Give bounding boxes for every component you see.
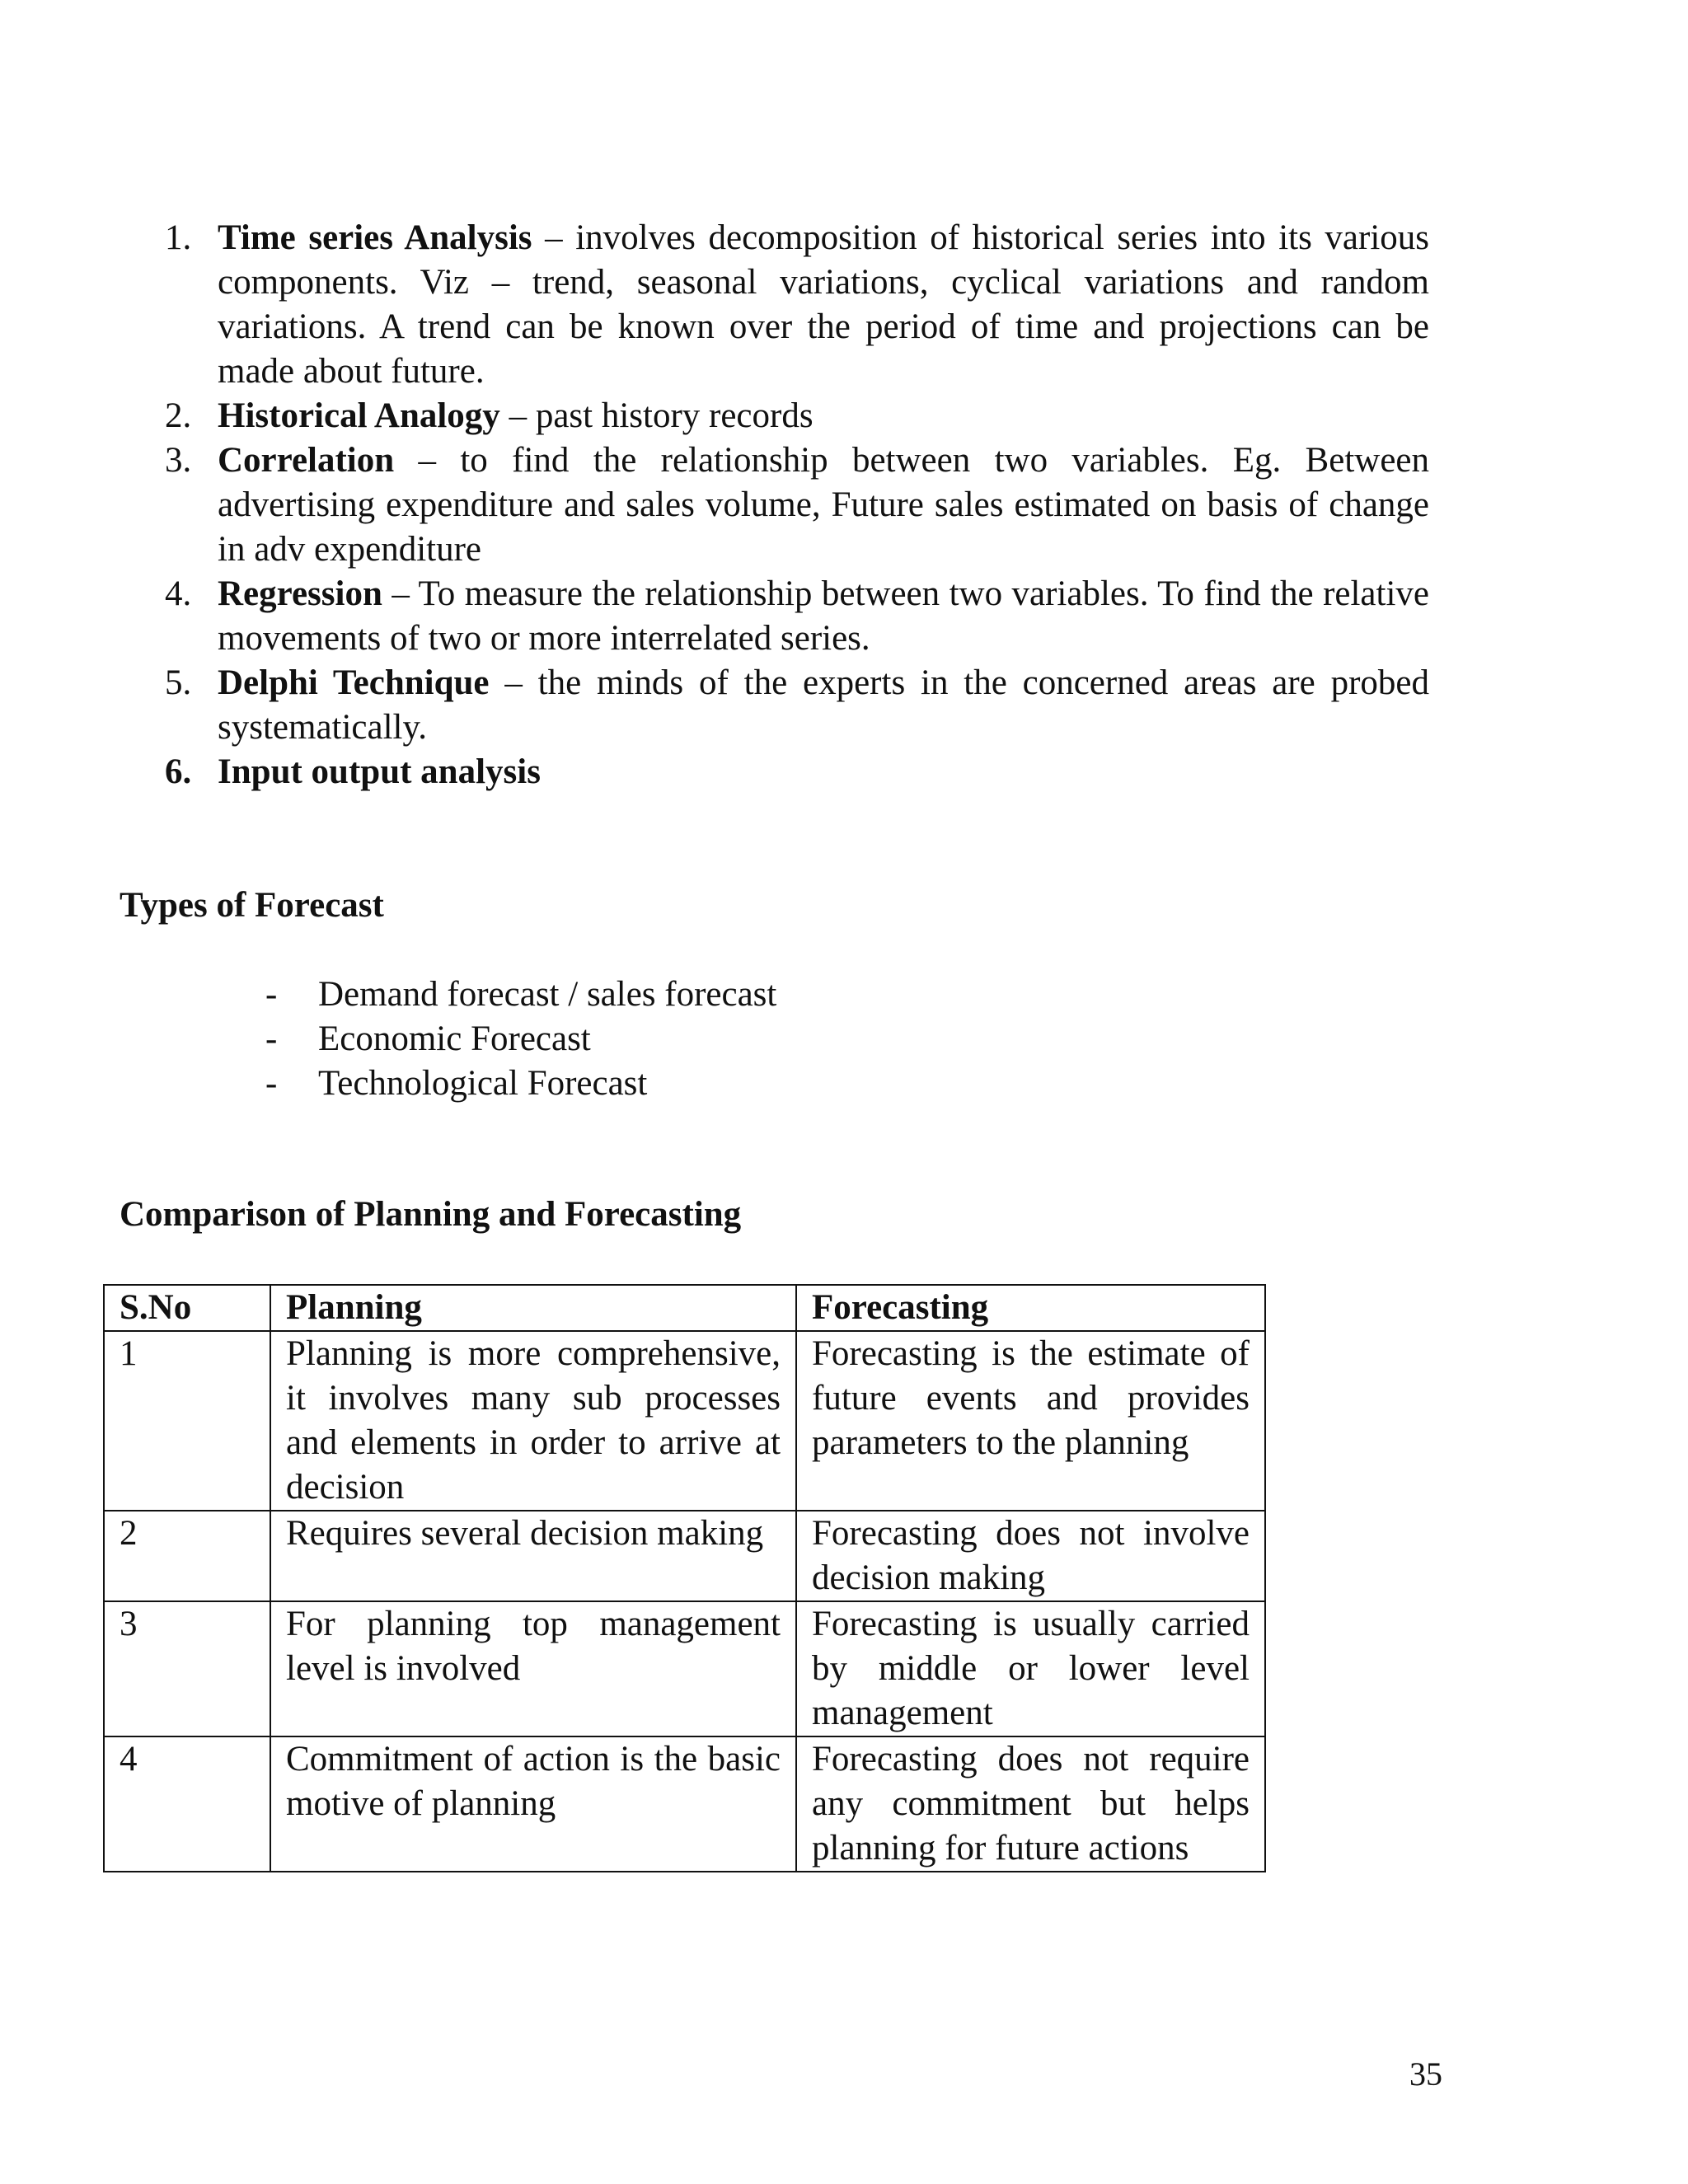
list-item-term: Input output analysis [218, 752, 541, 791]
list-item-number: 4. [165, 574, 192, 613]
list-item-text: Economic Forecast [318, 1019, 591, 1058]
list-item [165, 572, 1429, 661]
table-row [104, 1736, 1265, 1872]
list-item-number: 2. [165, 396, 192, 435]
dash-bullet: - [265, 1019, 278, 1058]
types-of-forecast-heading: Types of Forecast [120, 886, 384, 925]
table-cell-forecasting: Forecasting is usually carried by middle or lower level management [796, 1601, 1265, 1736]
table-cell-forecasting: Forecasting is the estimate of future events and provides parameters to the planning [796, 1331, 1265, 1511]
list-item-text: Demand forecast / sales forecast [318, 975, 777, 1014]
list-item-number: 1. [165, 218, 192, 257]
list-item [165, 750, 1429, 794]
table-cell-planning: Requires several decision making [270, 1511, 796, 1601]
list-item [165, 438, 1429, 572]
list-item-description: – to find the relationship between two variables. Eg. Between advertising expenditure and sales volume, Future sales estimated on basis of change in adv expenditure [218, 441, 1429, 569]
list-item [165, 661, 1429, 750]
table-cell-sno: 3 [104, 1601, 270, 1736]
list-item [265, 1017, 776, 1062]
forecasting-methods-list [165, 216, 1429, 794]
table-row [104, 1331, 1265, 1511]
list-item-description: – the minds of the experts in the concerned areas are probed systematically. [218, 663, 1429, 747]
dash-bullet: - [265, 1064, 278, 1103]
table-cell-sno: 1 [104, 1331, 270, 1511]
list-item-number: 3. [165, 441, 192, 480]
column-header-sno: S.No [104, 1285, 270, 1331]
table-cell-forecasting: Forecasting does not involve decision making [796, 1511, 1265, 1601]
list-item-term: Time series Analysis [218, 218, 532, 257]
table-cell-planning: For planning top management level is involved [270, 1601, 796, 1736]
list-item-term: Regression [218, 574, 382, 613]
table-row [104, 1511, 1265, 1601]
list-item-description: – past history records [499, 396, 814, 435]
forecast-types-list [265, 972, 776, 1106]
list-item-number: 5. [165, 663, 192, 702]
table-cell-sno: 2 [104, 1511, 270, 1601]
table-row [104, 1601, 1265, 1736]
column-header-planning: Planning [270, 1285, 796, 1331]
table-cell-sno: 4 [104, 1736, 270, 1872]
list-item-description: – involves decomposition of historical series into its various components. Viz – trend, seasonal variations, cyclical variations and random variations. A trend can be known over the period of time and projections can be made about future. [218, 218, 1429, 391]
table-header-row [104, 1285, 1265, 1331]
list-item-description: – To measure the relationship between two variables. To find the relative movements of two or more interrelated series. [218, 574, 1429, 658]
list-item-term: Correlation [218, 441, 395, 480]
table-cell-planning: Planning is more comprehensive, it involves many sub processes and elements in order to arrive at decision [270, 1331, 796, 1511]
table-cell-planning: Commitment of action is the basic motive of planning [270, 1736, 796, 1872]
list-item [165, 394, 1429, 438]
column-header-forecasting: Forecasting [796, 1285, 1265, 1331]
comparison-table [103, 1284, 1266, 1872]
list-item-text: Technological Forecast [318, 1064, 648, 1103]
list-item [165, 216, 1429, 394]
list-item-number: 6. [165, 752, 192, 791]
list-item-term: Historical Analogy [218, 396, 500, 435]
comparison-heading: Comparison of Planning and Forecasting [120, 1195, 742, 1234]
page-number: 35 [1409, 2055, 1442, 2093]
list-item-term: Delphi Technique [218, 663, 490, 702]
list-item [265, 1062, 776, 1106]
table-cell-forecasting: Forecasting does not require any commitment but helps planning for future actions [796, 1736, 1265, 1872]
list-item [265, 972, 776, 1017]
dash-bullet: - [265, 975, 278, 1014]
